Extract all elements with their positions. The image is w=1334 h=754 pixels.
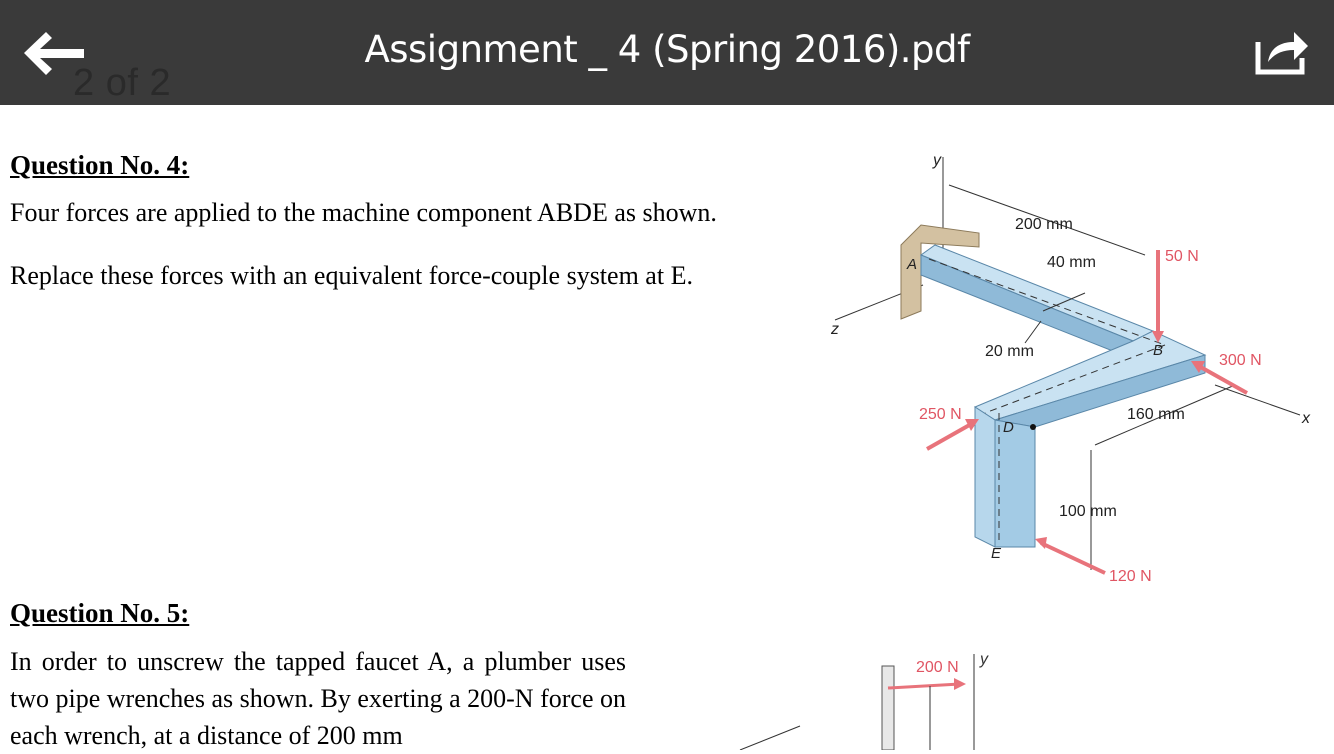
axis-x-label: x	[1302, 410, 1310, 427]
axis-y-label-q5: y	[980, 651, 988, 668]
x-axis-line	[1215, 385, 1300, 415]
share-icon	[1254, 28, 1310, 76]
dim-160-label: 160 mm	[1127, 406, 1185, 423]
dim-40-label: 40 mm	[1047, 254, 1096, 271]
arm-de-front	[975, 407, 995, 547]
dim-20-label: 20 mm	[985, 343, 1034, 360]
force-300-arrow	[1197, 365, 1247, 393]
force-50-label: 50 N	[1165, 248, 1199, 265]
force-120-label: 120 N	[1109, 568, 1152, 585]
faucet-wrench-figure	[730, 648, 1010, 750]
axis-y-label: y	[933, 152, 941, 169]
question-4-line-2: Replace these forces with an equivalent force-couple system at E.	[10, 261, 693, 290]
share-button[interactable]	[1254, 28, 1310, 76]
force-200-arrow	[888, 684, 960, 688]
axis-z-label: z	[831, 321, 839, 338]
arm-de-side	[995, 420, 1035, 547]
dim-20-line	[1025, 321, 1041, 343]
top-bar	[0, 0, 1334, 105]
machine-component-figure	[815, 145, 1334, 595]
question-5-heading: Question No. 5:	[10, 598, 190, 628]
dim-200-label: 200 mm	[1015, 216, 1073, 233]
force-120-head	[1035, 537, 1047, 549]
force-300-label: 300 N	[1219, 352, 1262, 369]
force-200-head	[954, 678, 966, 690]
point-a-label: A	[907, 256, 918, 273]
wrench-handle	[882, 666, 894, 750]
page-counter: 2 of 2	[73, 62, 172, 104]
point-d-marker	[1030, 424, 1036, 430]
question-5-text: In order to unscrew the tapped faucet A, a plumber uses two pipe wrenches as shown. By exerting a 200-N force on each wrench, at a distance of 200 mm	[10, 647, 626, 750]
force-120-arrow	[1041, 543, 1105, 573]
question-4-heading: Question No. 4:	[10, 150, 190, 180]
document-title: Assignment _ 4 (Spring 2016).pdf	[364, 28, 970, 71]
question-4-line-1: Four forces are applied to the machine component ABDE as shown.	[10, 198, 717, 227]
force-250-label: 250 N	[919, 406, 962, 423]
point-d-label: D	[1003, 419, 1014, 436]
point-b-label: B	[1153, 342, 1164, 359]
dim-100-label: 100 mm	[1059, 503, 1117, 520]
point-e-label: E	[991, 545, 1002, 562]
force-250-arrow	[927, 423, 973, 449]
lower-wrench-line	[740, 726, 800, 750]
force-200-label: 200 N	[916, 659, 959, 676]
